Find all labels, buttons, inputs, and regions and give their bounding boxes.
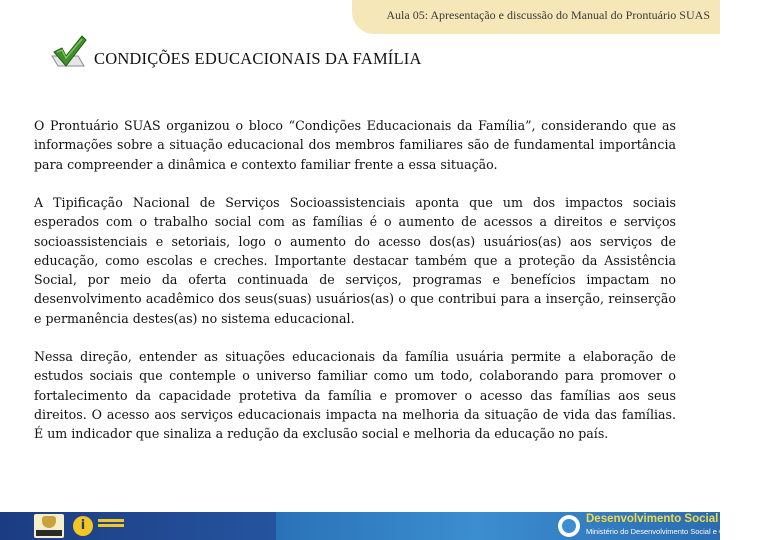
suas-logo-tag xyxy=(36,530,62,536)
ds-logo-icon xyxy=(558,515,580,537)
footer-right-panel xyxy=(276,512,777,540)
ds-subtitle: Ministério do Desenvolvimento Social e Combate à Fome xyxy=(586,527,777,536)
footer-bar xyxy=(0,512,777,540)
suas-emblem xyxy=(42,516,56,528)
lesson-title: Aula 05: Apresentação e discussão do Manual do Prontuário SUAS xyxy=(386,8,710,22)
footer-left-panel xyxy=(0,512,276,540)
suas-logo xyxy=(34,514,64,538)
info-logo-marks xyxy=(98,519,124,522)
ds-title: Desenvolvimento Social xyxy=(586,513,719,525)
paragraph-direcao: Nessa direção, entender as situações educacionais da família usuária permite a elaboração de estudos sociais que contemple o universo familiar como um todo, colaborando para promover o fortalecimento da capacidade protetiva da família e promover o acesso das famílias aos seus direitos. O acesso aos serviços educacionais impacta na melhoria da situação de vida das famílias. É um indicador que sinaliza a redução da exclusão social e melhoria da educação no país. xyxy=(34,349,676,442)
paragraph-tipificacao: A Tipificação Nacional de Serviços Socioassistenciais aponta que um dos impactos sociais esperados com o trabalho social com as famílias é o aumento de acessos a direitos e serviços socioassistenciais e setoriais, logo o aumento do acesso dos(as) usuários(as) aos serviços de educação, como escolas e creches. Importante destacar também que a proteção da Assistência Social, por meio da oferta continuada de serviços, programas e benefícios impactam no desenvolvimento acadêmico dos seus(suas) usuários(as) o que contribui para a inserção, reinserção e permanência destes(as) no sistema educacional. xyxy=(34,195,676,326)
header-tab xyxy=(352,0,720,34)
section-title: CONDIÇÕES EDUCACIONAIS DA FAMÍLIA xyxy=(94,49,422,68)
checkmark-icon xyxy=(48,34,88,72)
paragraph-intro: O Prontuário SUAS organizou o bloco “Condições Educacionais da Família”, considerando que as informações sobre a situação educacional dos membros familiares são de fundamental importância para compreender a dinâmica e contexto familiar frente a essa situação. xyxy=(34,118,676,172)
info-icon: i xyxy=(73,516,93,536)
